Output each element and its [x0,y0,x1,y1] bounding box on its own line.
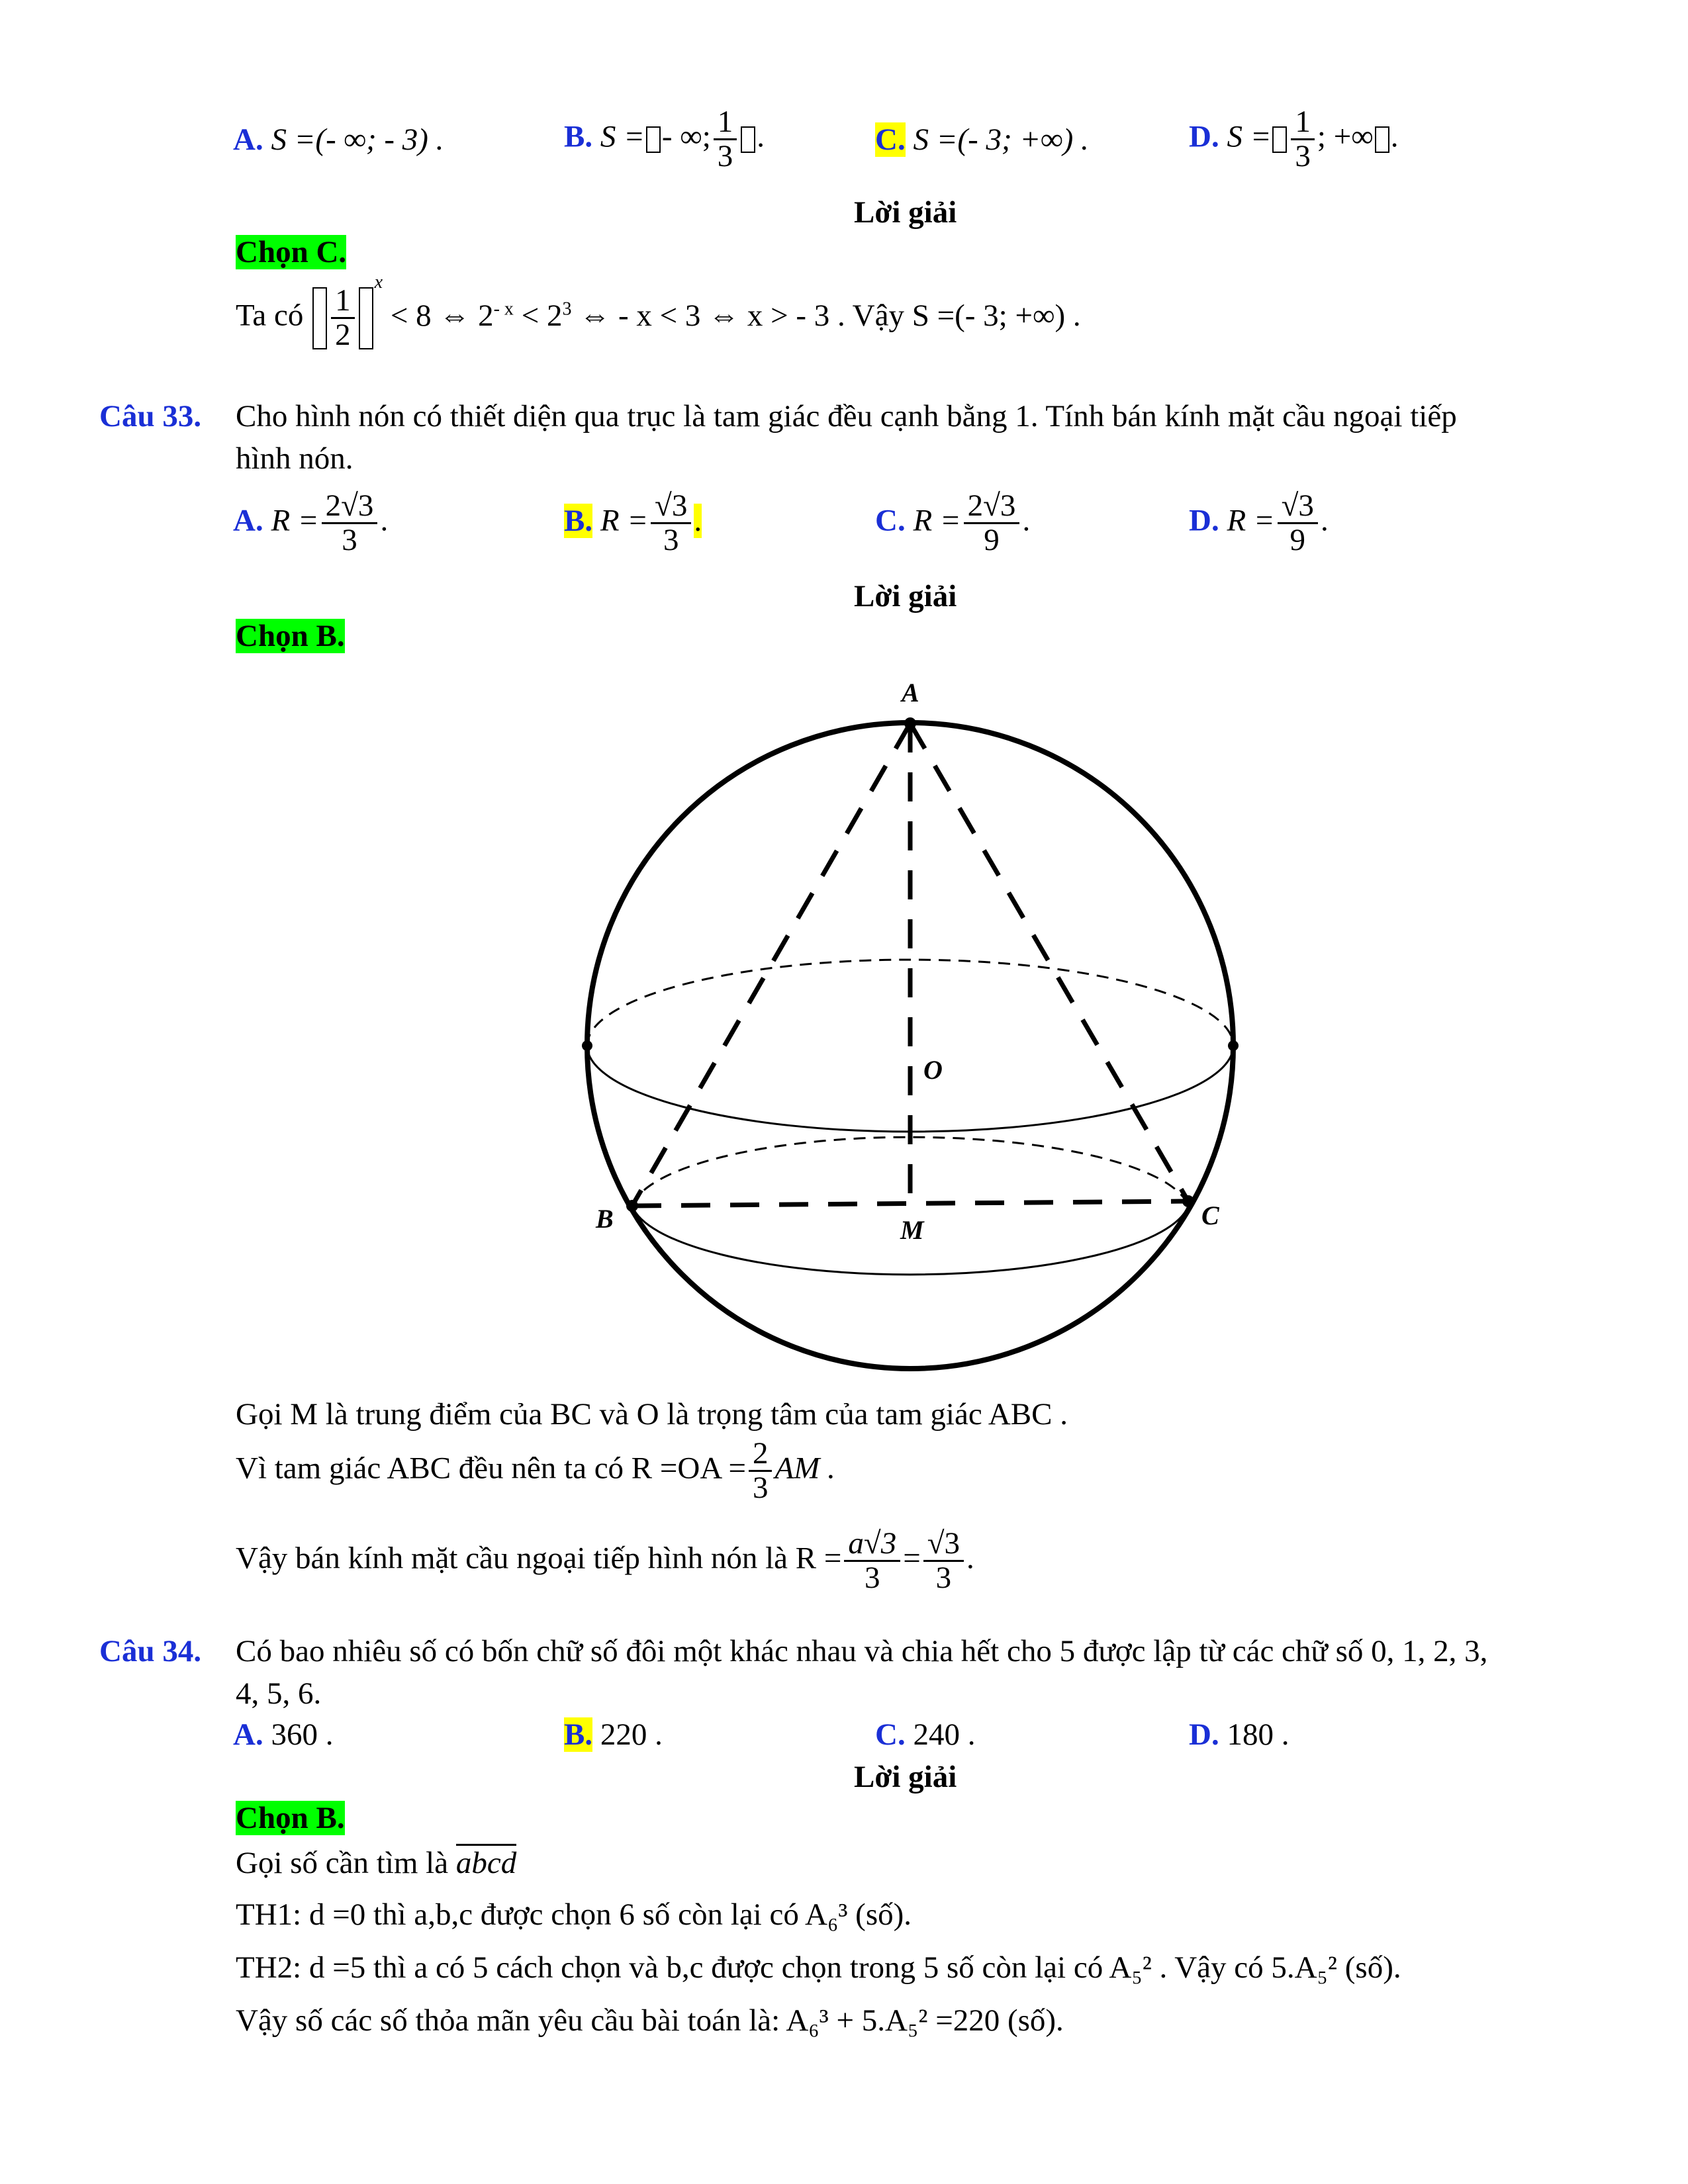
bracket-placeholder [741,126,755,153]
q33-option-c[interactable]: C. R = $\frac{2√3}{9}$ . [875,488,1031,558]
fraction: $\frac{√3}{3}$ [923,1527,964,1595]
q33-solution-line1: Gọi M là trung điểm của BC và O là trọng tâm của tam giác ABC . [236,1397,1068,1432]
edge-AB [632,723,910,1206]
fraction: $\frac{√3}{9}$ [1278,490,1318,557]
option-label: A. [233,122,263,157]
solution-title: Lời giải [854,579,957,614]
q34-case-1: TH1: d =0 thì a,b,c được chọn 6 số còn lại có A₆³ (số). [236,1897,912,1932]
option-label: B. [564,119,593,154]
option-text: R = [271,503,319,538]
bracket-placeholder [1272,126,1287,153]
bracket-placeholder [1375,126,1389,153]
edge-BC [632,1201,1188,1206]
q33-question-line2: hình nón. [236,441,353,476]
q34-option-b[interactable] [564,1718,663,1752]
fraction: $\frac{√3}{3}$ [651,490,691,557]
label-O: O [923,1055,943,1085]
q34-final: Vậy số các số thỏa mãn yêu cầu bài toán là: A₆³ + 5.A₅² =220 (số). [236,2003,1064,2038]
q32-option-c[interactable] [875,123,1089,158]
q34-option-a[interactable] [233,1718,333,1752]
q32-option-a[interactable] [233,123,444,158]
option-label: C. [875,503,906,538]
option-text: S = [1227,119,1272,154]
chosen-answer: Chọn B. [236,619,345,653]
solution-text: Ta có [236,298,304,333]
fraction: $\frac{1}{2}$ [331,285,355,352]
option-text: S =(- ∞; - 3) . [271,122,444,157]
label-B: B [596,1204,614,1234]
q34-question-line2: 4, 5, 6. [236,1676,322,1711]
option-text: R = [913,503,961,538]
chosen-answer: Chọn B. [236,1801,345,1835]
bracket-placeholder [359,287,373,349]
q33-solution-line3: Vậy bán kính mặt cầu ngoại tiếp hình nón là R = $\frac{a√3}{3}$ = $\frac{√3}{3}$ . [236,1526,974,1596]
option-text: 240 . [913,1717,976,1752]
fraction: $\frac{2}{3}$ [749,1437,773,1505]
label-C: C [1201,1201,1219,1230]
label-M: M [900,1215,924,1245]
q33-option-b[interactable]: B. R = $\frac{√3}{3}$ . [564,488,702,558]
option-label: B. [564,1717,593,1752]
sphere-cone-figure [569,675,1251,1396]
fraction: $\frac{2√3}{9}$ [964,490,1020,557]
edge-AC [910,723,1188,1201]
fraction: $\frac{2√3}{3}$ [322,490,378,557]
equator-point-left [582,1040,592,1051]
solution-title: Lời giải [854,1760,957,1794]
fraction: $\frac{a√3}{3}$ [844,1527,900,1595]
fraction: $\frac{1}{3}$ [714,106,737,173]
q34-option-d[interactable] [1189,1718,1289,1752]
option-text: S =(- 3; +∞) . [913,122,1089,157]
q34-case-2: TH2: d =5 thì a có 5 cách chọn và b,c được chọn trong 5 số còn lại có A₅² . Vậy có 5.A₅² (số). [236,1950,1401,1985]
option-text: 180 . [1227,1717,1289,1752]
option-text: S = [600,119,645,154]
option-text: 220 . [600,1717,663,1752]
option-text: ; +∞ [1317,119,1374,154]
point-C [1182,1195,1194,1207]
fraction: $\frac{1}{3}$ [1291,106,1315,173]
solution-text: < 8 ⇔ $2^{- x} < 2^3$ ⇔ - x < 3 ⇔ x > - 3 . Vậy S =(- 3; +∞) . [390,298,1081,333]
equator-point-right [1228,1040,1239,1051]
option-label: C. [875,1717,906,1752]
point-B [626,1200,638,1212]
option-label: C. [875,122,906,157]
chosen-answer: Chọn C. [236,235,347,269]
option-label: D. [1189,1717,1219,1752]
q33-number: Câu 33. [99,399,202,433]
option-label: D. [1189,503,1219,538]
option-label: D. [1189,119,1219,154]
q33-solution-line2: Vì tam giác ABC đều nên ta có R =OA = $\frac{2}{3}$ AM . [236,1436,835,1506]
option-label: A. [233,1717,263,1752]
q34-question-line1: Có bao nhiêu số có bốn chữ số đôi một khác nhau và chia hết cho 5 được lập từ các chữ số 0, 1, 2, 3, [236,1634,1488,1668]
exponent: x [374,271,383,293]
solution-title: Lời giải [854,195,957,230]
label-A: A [902,678,919,707]
q32-option-d[interactable]: D. S = $\frac{1}{3}$ ; +∞ . [1189,105,1399,174]
option-text: 360 . [271,1717,334,1752]
option-label: B. [564,503,593,538]
q33-question-line1: Cho hình nón có thiết diện qua trục là tam giác đều cạnh bằng 1. Tính bán kính mặt cầu ngoại tiếp [236,399,1457,433]
option-text: R = [600,503,649,538]
option-text: R = [1227,503,1275,538]
option-text: - ∞; [661,119,711,154]
point-A [904,717,916,729]
q34-number: Câu 34. [99,1634,202,1668]
q32-option-b[interactable]: B. S = - ∞; $\frac{1}{3}$ . [564,105,765,174]
q32-solution-line [236,271,1081,353]
bracket-placeholder [646,126,661,153]
bracket-placeholder [312,287,327,349]
q33-option-a[interactable]: A. R = $\frac{2√3}{3}$ . [233,488,389,558]
number-variable: abcd [456,1844,516,1880]
option-label: A. [233,503,263,538]
q34-option-c[interactable] [875,1718,975,1752]
q33-option-d[interactable]: D. R = $\frac{√3}{9}$ . [1189,488,1329,558]
q34-solution-line1: Gọi số cần tìm là abcd [236,1846,516,1881]
